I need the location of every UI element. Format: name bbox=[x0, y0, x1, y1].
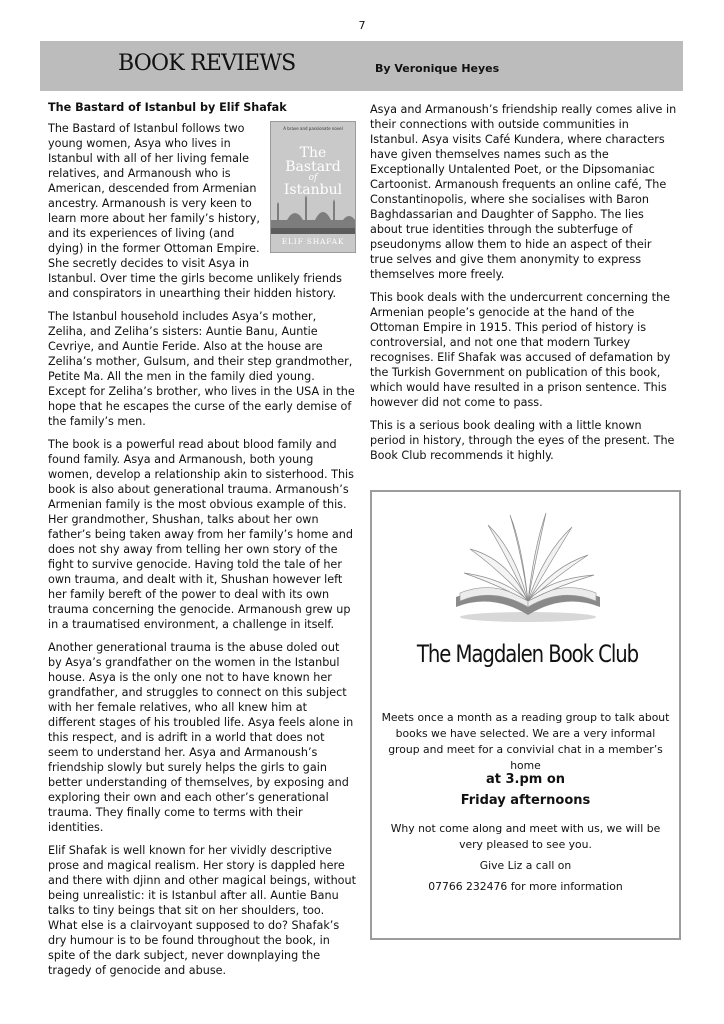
cover-title-the: The bbox=[299, 145, 327, 161]
review-paragraph: This book deals with the undercurrent concerning the Armenian people’s genocide at the hand of the Ottoman Empire in 1915. This period of history is controversial, and not one that modern Turkey recognises. Elif Shafak was accused of defamation by the Turkish Government on publication of this book, which would have resulted in a prison sentence. This however did not come to pass. bbox=[370, 291, 671, 409]
open-book-icon bbox=[448, 509, 608, 624]
book-cover-image bbox=[270, 121, 356, 253]
left-column bbox=[48, 100, 356, 986]
page-number: 7 bbox=[358, 19, 366, 32]
cover-author: ELIF SHAFAK bbox=[281, 237, 345, 246]
right-column bbox=[370, 102, 677, 471]
section-title: BOOK REVIEWS bbox=[118, 51, 296, 76]
cover-title-bastard: Bastard bbox=[285, 159, 341, 175]
review-paragraph: The Istanbul household includes Asya’s mother, Zeliha, and Zeliha’s sisters: Auntie Banu, Auntie Cevriye, and Auntie Feride. Also at the house are Zeliha’s mother, Gulsum, and their step grandmother, Petite Ma. All the men in the family died young. Except for Zeliha’s brother, who lives in the USA in the hope that he escapes the curse of the early demise of the family’s men. bbox=[48, 310, 355, 428]
review-title: The Bastard of Istanbul by Elif Shafak bbox=[48, 101, 287, 114]
cover-tagline: A brave and passionate novel bbox=[283, 126, 343, 131]
meeting-time-line2: Friday afternoons bbox=[460, 793, 591, 808]
review-paragraph: The book is a powerful read about blood family and found family. Asya and Armanoush, both young women, develop a relationship akin to sisterhood. This book is also about generational trauma. Armanoush’s Armenian family is the most obvious example of this. Her grandmother, Shushan, talks about her own father’s being taken away from her family’s home and does not shy away from telling her own story of the fight to survive genocide. Having told the tale of her own trauma, and dealt with it, Shushan however left her family bereft of the power to deal with its own trauma concerning the genocide. Armanoush grew up in a traumatised environment, a challenge in itself. bbox=[48, 438, 354, 631]
cover-title-of: of bbox=[308, 173, 318, 183]
review-paragraph: Elif Shafak is well known for her vividly descriptive prose and magical realism. Her story is dappled here and there with djinn and other magical beings, without being unrealistic: it is Istanbul after all. Auntie Banu talks to tiny beings that sit on her shoulders, too. What else is a clairvoyant supposed to do? Shafak’s dry humour is to be found throughout the book, in spite of the dark subject, never downplaying the tragedy of genocide and abuse. bbox=[48, 844, 356, 977]
cover-title-istanbul: Istanbul bbox=[283, 182, 343, 198]
meeting-description: Meets once a month as a reading group to talk about books we have selected. We are a very informal group and meet for a convivial chat in a member’s home bbox=[381, 711, 670, 772]
istanbul-skyline-icon bbox=[271, 184, 355, 234]
book-club-box bbox=[370, 490, 681, 940]
review-paragraph: This is a serious book dealing with a little known period in history, through the eyes of the present. The Book Club recommends it highly. bbox=[370, 419, 675, 462]
book-club-title: The Magdalen Book Club bbox=[416, 640, 639, 668]
meeting-time bbox=[380, 769, 671, 811]
review-paragraph: Asya and Armanoush’s friendship really comes alive in their connections with outside communities in Istanbul. Asya visits Café Kundera, where characters have given themselves names such as the Exceptionally Untalented Poet, or the Dipsomaniac Cartoonist. Armanoush frequents an online café, The Constantinopolis, where she socialises with Baron Baghdassarian and Daughter of Sappho. The lies about true identities through the subterfuge of pseudonyms allow them to hide an aspect of their true selves and give them anonymity to express themselves more freely. bbox=[370, 103, 677, 281]
contact-text: Give Liz a call on bbox=[479, 859, 572, 872]
byline: By Veronique Heyes bbox=[375, 62, 500, 75]
review-paragraph: The Bastard of Istanbul follows two young women, Asya who lives in Istanbul with all of her living female relatives, and Armanoush who is American, descended from Armenian ancestry. Armanoush is very keen to learn more about her family’s history, and its experiences of living (and dying) in the former Ottoman Empire. She secretly decides to visit Asya in Istanbul. Over time the girls become unlikely friends and conspirators in unearthing their hidden history. bbox=[48, 122, 342, 300]
invitation-text: Why not come along and meet with us, we will be very pleased to see you. bbox=[390, 822, 661, 851]
review-paragraph: Another generational trauma is the abuse doled out by Asya’s grandfather on the women in the Istanbul house. Asya is the only one not to have known her grandfather, and struggles to connect on this subject with her female relatives, who all knew him at different stages of his troubled life. Asya feels alone in this respect, and is adrift in a world that does not seem to understand her. Asya and Armanoush’s friendship slowly but surely helps the girls to gain better understanding of themselves, by exposing and exploring their own and each other’s generational trauma. They finally come to terms with their identities. bbox=[48, 641, 354, 834]
meeting-time-line1: at 3.pm on bbox=[485, 772, 566, 787]
phone-number: 07766 232476 for more information bbox=[428, 880, 623, 893]
